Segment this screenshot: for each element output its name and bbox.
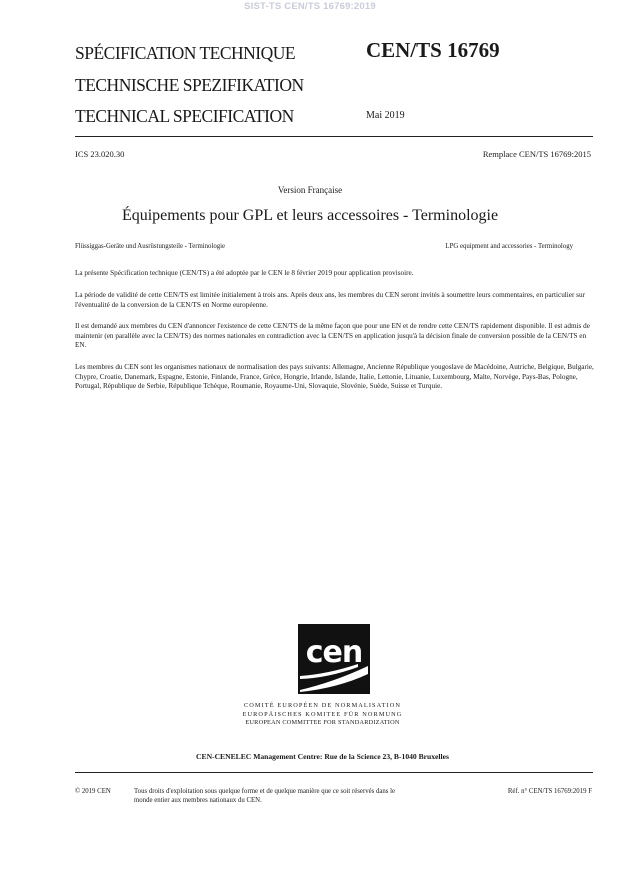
committee-name-en: EUROPEAN COMMITTEE FOR STANDARDIZATION [245,719,400,727]
paragraph-members: Les membres du CEN sont les organismes nationaux de normalisation des pays suivants: Allemagne, Ancienne République yougoslave de Macédoine, Autriche, Belgique, Bulgarie, Chypre, Croatie, Danemark, Espagne, Estonie, Finlande, France, Grèce, Hongrie, Irlande, Islande, Italie, Lettonie, Lituanie, Luxembourg, Malte, Norvège, Pays-Bas, Pologne, Portugal, République de Serbie, République Tchèque, Roumanie, Royaume-Uni, Slovaquie, Slovénie, Suède, Suisse et Turquie. [75,363,594,390]
paragraph-validity: La période de validité de cette CEN/TS est limitée initialement à trois ans. Après deux ans, les membres du CEN seront invités à soumettre leurs commentaires, en particulier sur l'éventualité de la conversion de la CEN/TS en Norme européenne. [75,291,585,309]
cen-logo [298,624,370,694]
committee-names [0,702,620,728]
version-label: Version Française [277,185,343,195]
spec-title-de: TECHNISCHE SPEZIFIKATION [75,75,304,95]
title-german: Flüssiggas-Geräte und Ausrüstungsteile - Terminologie [75,243,226,250]
top-rule [75,136,593,137]
committee-name-de: EUROPÄISCHES KOMITEE FÜR NORMUNG [242,710,403,718]
document-title: Équipements pour GPL et leurs accessoires - Terminologie [121,207,499,224]
watermark: SIST-TS CEN/TS 16769:2019 [244,1,376,12]
rights-statement: Tous droits d'exploitation sous quelque forme et de quelque manière que ce soit réservés dans le monde entier aux membres nationaux du CEN. [134,788,396,804]
reference-number: Réf. n° CEN/TS 16769:2019 F [507,788,592,795]
replaces-note: Remplace CEN/TS 16769:2015 [482,149,591,159]
bottom-rule [75,772,593,773]
paragraph-announcement: Il est demandé aux membres du CEN d'annoncer l'existence de cette CEN/TS de la même façon que pour une EN et de rendre cette CEN/TS rapidement disponible. Il est admis de maintenir (en parallèle avec la CEN/TS) des normes nationales en contradiction avec la CEN/TS en application jusqu'à la décision finale de conversion possible de la CEN/TS en EN. [75,322,590,349]
spec-title-fr: SPÉCIFICATION TECHNIQUE [75,43,296,63]
spec-title-en: TECHNICAL SPECIFICATION [75,106,294,126]
publication-date: Mai 2019 [366,110,405,121]
paragraph-adoption: La présente Spécification technique (CEN/TS) a été adoptée par le CEN le 8 février 2019 pour application provisoire. [75,269,414,277]
cen-logo-text: cen [305,635,363,670]
ics-code: ICS 23.020.30 [75,149,125,159]
committee-name-fr: COMITÉ EUROPÉEN DE NORMALISATION [243,702,402,709]
document-number: CEN/TS 16769 [366,38,500,62]
copyright: © 2019 CEN [75,788,111,795]
title-english: LPG equipment and accessories - Terminology [445,243,573,250]
management-centre-address: CEN-CENELEC Management Centre: Rue de la Science 23, B-1040 Bruxelles [196,752,449,761]
